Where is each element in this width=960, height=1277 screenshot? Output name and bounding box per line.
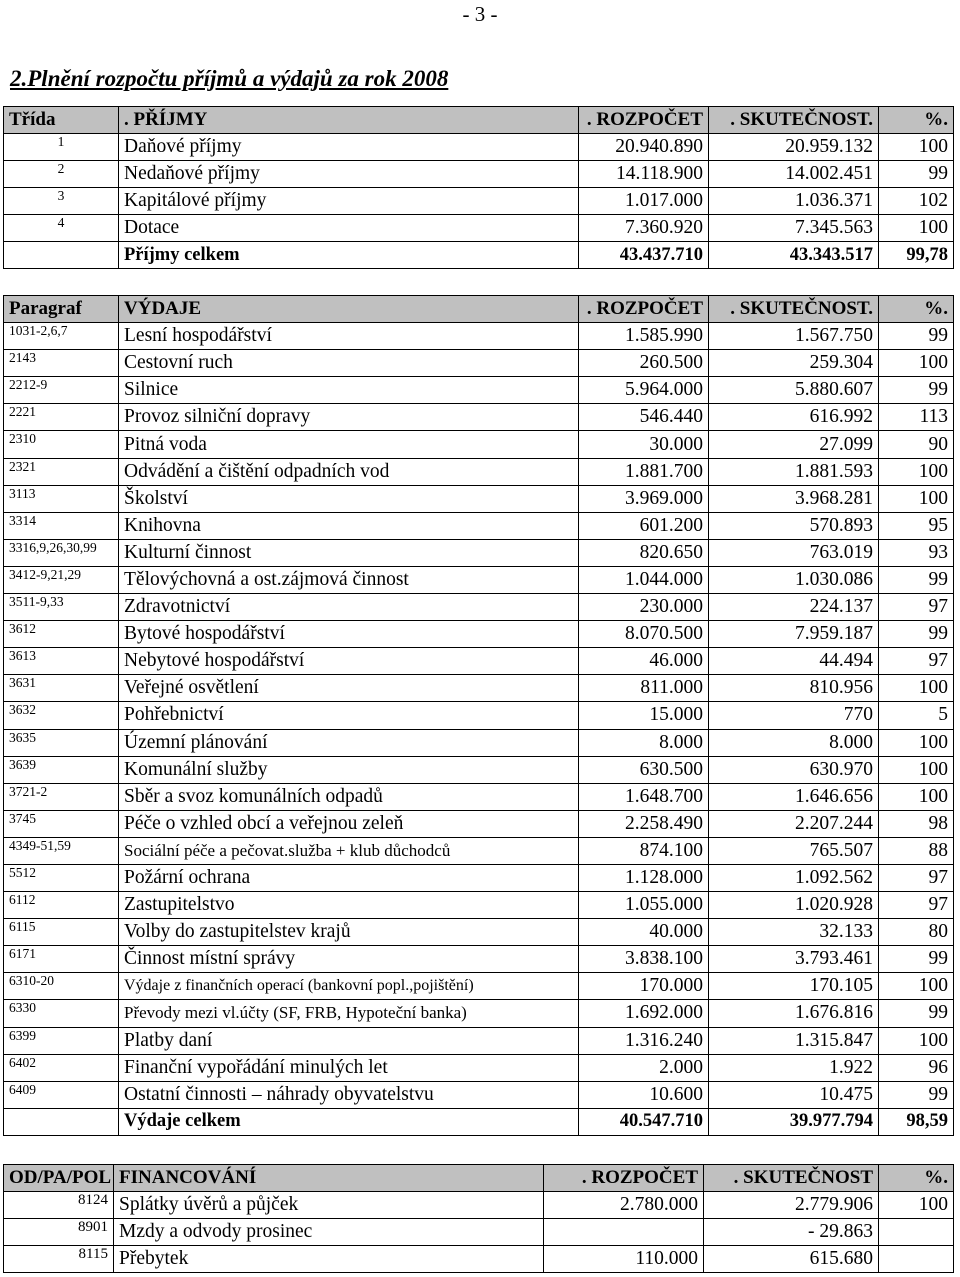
header-budget: . ROZPOČET (544, 1165, 704, 1192)
row-label: Nedaňové příjmy (119, 161, 579, 188)
row-percent: 97 (879, 892, 954, 919)
table-row (4, 783, 954, 810)
row-code: 6399 (4, 1027, 119, 1054)
header-label: VÝDAJE (119, 296, 579, 323)
row-code: 3412-9,21,29 (4, 566, 119, 593)
row-actual: - 29.863 (704, 1219, 879, 1246)
row-actual: 14.002.451 (709, 161, 879, 188)
row-budget: 8.070.500 (579, 621, 709, 648)
row-code: 2143 (4, 350, 119, 377)
row-percent: 90 (879, 431, 954, 458)
header-actual: . SKUTEČNOST. (709, 296, 879, 323)
row-code: 2321 (4, 458, 119, 485)
row-label: Sběr a svoz komunálních odpadů (119, 783, 579, 810)
row-label: Školství (119, 485, 579, 512)
row-actual: 1.922 (709, 1054, 879, 1081)
table-row (4, 810, 954, 837)
income-table (3, 106, 954, 269)
row-actual: 2.779.906 (704, 1192, 879, 1219)
table-row (4, 431, 954, 458)
total-code (4, 242, 119, 269)
row-label: Pohřebnictví (119, 702, 579, 729)
row-percent: 100 (879, 729, 954, 756)
row-label: Platby daní (119, 1027, 579, 1054)
row-budget: 1.055.000 (579, 892, 709, 919)
row-actual: 1.020.928 (709, 892, 879, 919)
row-percent: 100 (879, 350, 954, 377)
table-row (4, 756, 954, 783)
row-percent: 95 (879, 512, 954, 539)
row-label: Sociální péče a pečovat.služba + klub důchodců (119, 837, 579, 864)
row-code: 8901 (4, 1219, 114, 1246)
row-code: 6115 (4, 919, 119, 946)
row-code: 8115 (4, 1246, 114, 1273)
row-percent: 102 (879, 188, 954, 215)
row-budget: 46.000 (579, 648, 709, 675)
row-label: Lesní hospodářství (119, 323, 579, 350)
row-label: Dotace (119, 215, 579, 242)
table-row (4, 1192, 954, 1219)
total-percent: 98,59 (879, 1108, 954, 1135)
row-code: 2310 (4, 431, 119, 458)
row-percent: 100 (879, 1192, 954, 1219)
row-actual: 170.105 (709, 973, 879, 1000)
row-budget: 3.969.000 (579, 485, 709, 512)
row-actual: 570.893 (709, 512, 879, 539)
row-label: Pitná voda (119, 431, 579, 458)
row-code: 6171 (4, 946, 119, 973)
header-row (4, 107, 954, 134)
header-budget: . ROZPOČET (579, 296, 709, 323)
row-actual: 1.881.593 (709, 458, 879, 485)
row-code: 3612 (4, 621, 119, 648)
row-code: 6409 (4, 1081, 119, 1108)
row-budget: 2.258.490 (579, 810, 709, 837)
table-row (4, 215, 954, 242)
row-actual: 27.099 (709, 431, 879, 458)
row-code: 3631 (4, 675, 119, 702)
row-label: Silnice (119, 377, 579, 404)
row-label: Provoz silniční dopravy (119, 404, 579, 431)
row-actual: 3.968.281 (709, 485, 879, 512)
table-row (4, 919, 954, 946)
row-label: Přebytek (114, 1246, 544, 1273)
row-budget: 1.044.000 (579, 566, 709, 593)
row-budget: 20.940.890 (579, 134, 709, 161)
table-row (4, 1081, 954, 1108)
row-budget: 1.017.000 (579, 188, 709, 215)
total-label: Příjmy celkem (119, 242, 579, 269)
row-budget: 5.964.000 (579, 377, 709, 404)
page-number: - 3 - (462, 2, 498, 26)
row-budget: 170.000 (579, 973, 709, 1000)
table-row (4, 1246, 954, 1273)
table-row (4, 648, 954, 675)
row-label: Výdaje z finančních operací (bankovní popl.,pojištění) (119, 973, 579, 1000)
row-code: 2221 (4, 404, 119, 431)
expenses-table (3, 295, 954, 1136)
table-row (4, 702, 954, 729)
table-row (4, 1027, 954, 1054)
table-row (4, 1054, 954, 1081)
row-code: 2 (4, 161, 119, 188)
row-budget: 10.600 (579, 1081, 709, 1108)
table-row (4, 566, 954, 593)
row-actual: 224.137 (709, 594, 879, 621)
row-percent: 100 (879, 485, 954, 512)
row-code: 6112 (4, 892, 119, 919)
row-label: Požární ochrana (119, 864, 579, 891)
row-code: 5512 (4, 864, 119, 891)
header-label: . PŘÍJMY (119, 107, 579, 134)
row-budget: 2.780.000 (544, 1192, 704, 1219)
total-budget: 40.547.710 (579, 1108, 709, 1135)
header-code: Třída (4, 107, 119, 134)
row-actual: 10.475 (709, 1081, 879, 1108)
header-percent: %. (879, 107, 954, 134)
row-budget: 874.100 (579, 837, 709, 864)
row-percent: 113 (879, 404, 954, 431)
row-label: Činnost místní správy (119, 946, 579, 973)
row-code: 3613 (4, 648, 119, 675)
row-actual: 1.315.847 (709, 1027, 879, 1054)
row-actual: 1.567.750 (709, 323, 879, 350)
table-row (4, 892, 954, 919)
row-label: Kapitálové příjmy (119, 188, 579, 215)
row-percent: 100 (879, 215, 954, 242)
row-budget: 30.000 (579, 431, 709, 458)
row-percent: 97 (879, 648, 954, 675)
row-percent: 99 (879, 377, 954, 404)
table-row (4, 512, 954, 539)
row-budget: 40.000 (579, 919, 709, 946)
table-row (4, 973, 954, 1000)
financing-table (3, 1164, 954, 1273)
row-actual: 3.793.461 (709, 946, 879, 973)
row-actual: 616.992 (709, 404, 879, 431)
row-label: Splátky úvěrů a půjček (114, 1192, 544, 1219)
row-label: Odvádění a čištění odpadních vod (119, 458, 579, 485)
row-code: 3639 (4, 756, 119, 783)
row-code: 4 (4, 215, 119, 242)
row-code: 3 (4, 188, 119, 215)
row-percent: 100 (879, 756, 954, 783)
total-row (4, 1108, 954, 1135)
row-actual: 7.959.187 (709, 621, 879, 648)
row-actual: 32.133 (709, 919, 879, 946)
row-percent: 99 (879, 323, 954, 350)
row-code: 3113 (4, 485, 119, 512)
row-actual: 615.680 (704, 1246, 879, 1273)
row-code: 8124 (4, 1192, 114, 1219)
row-code: 3721-2 (4, 783, 119, 810)
row-budget: 2.000 (579, 1054, 709, 1081)
row-budget: 110.000 (544, 1246, 704, 1273)
table-row (4, 621, 954, 648)
row-actual: 259.304 (709, 350, 879, 377)
row-percent: 99 (879, 621, 954, 648)
row-label: Komunální služby (119, 756, 579, 783)
row-percent: 99 (879, 566, 954, 593)
row-budget: 15.000 (579, 702, 709, 729)
table-row (4, 161, 954, 188)
row-budget: 8.000 (579, 729, 709, 756)
row-label: Daňové příjmy (119, 134, 579, 161)
table-row (4, 404, 954, 431)
row-code: 2212-9 (4, 377, 119, 404)
table-row (4, 188, 954, 215)
row-code: 3316,9,26,30,99 (4, 539, 119, 566)
row-budget: 7.360.920 (579, 215, 709, 242)
row-code: 6402 (4, 1054, 119, 1081)
row-actual: 7.345.563 (709, 215, 879, 242)
row-percent: 99 (879, 946, 954, 973)
table-row (4, 675, 954, 702)
row-actual: 1.646.656 (709, 783, 879, 810)
row-label: Kulturní činnost (119, 539, 579, 566)
header-label: FINANCOVÁNÍ (114, 1165, 544, 1192)
row-label: Tělovýchovná a ost.zájmová činnost (119, 566, 579, 593)
row-percent: 100 (879, 675, 954, 702)
total-actual: 39.977.794 (709, 1108, 879, 1135)
row-budget: 1.648.700 (579, 783, 709, 810)
row-budget: 230.000 (579, 594, 709, 621)
row-label: Územní plánování (119, 729, 579, 756)
row-label: Veřejné osvětlení (119, 675, 579, 702)
row-budget: 14.118.900 (579, 161, 709, 188)
row-label: Převody mezi vl.účty (SF, FRB, Hypoteční banka) (119, 1000, 579, 1027)
row-percent: 100 (879, 1027, 954, 1054)
row-code: 4349-51,59 (4, 837, 119, 864)
row-budget: 1.128.000 (579, 864, 709, 891)
row-label: Péče o vzhled obcí a veřejnou zeleň (119, 810, 579, 837)
row-label: Zastupitelstvo (119, 892, 579, 919)
header-budget: . ROZPOČET (579, 107, 709, 134)
row-percent: 88 (879, 837, 954, 864)
row-label: Zdravotnictví (119, 594, 579, 621)
row-actual: 5.880.607 (709, 377, 879, 404)
row-actual: 8.000 (709, 729, 879, 756)
row-code: 3745 (4, 810, 119, 837)
header-row (4, 1165, 954, 1192)
total-label: Výdaje celkem (119, 1108, 579, 1135)
row-budget (544, 1219, 704, 1246)
table-row (4, 350, 954, 377)
table-row (4, 594, 954, 621)
row-percent (879, 1246, 954, 1273)
row-percent: 97 (879, 594, 954, 621)
section-title: 2.Plnění rozpočtu příjmů a výdajů za rok 2008 (10, 66, 449, 91)
row-actual: 2.207.244 (709, 810, 879, 837)
row-actual: 44.494 (709, 648, 879, 675)
row-percent: 5 (879, 702, 954, 729)
row-actual: 20.959.132 (709, 134, 879, 161)
row-actual: 1.036.371 (709, 188, 879, 215)
row-percent: 100 (879, 134, 954, 161)
row-percent: 97 (879, 864, 954, 891)
row-percent: 80 (879, 919, 954, 946)
table-row (4, 1000, 954, 1027)
row-label: Bytové hospodářství (119, 621, 579, 648)
row-code: 3635 (4, 729, 119, 756)
total-percent: 99,78 (879, 242, 954, 269)
row-label: Finanční vypořádání minulých let (119, 1054, 579, 1081)
row-percent: 99 (879, 161, 954, 188)
row-percent: 96 (879, 1054, 954, 1081)
row-percent: 98 (879, 810, 954, 837)
row-budget: 820.650 (579, 539, 709, 566)
row-budget: 1.316.240 (579, 1027, 709, 1054)
header-percent: %. (879, 1165, 954, 1192)
row-code: 1031-2,6,7 (4, 323, 119, 350)
row-budget: 601.200 (579, 512, 709, 539)
row-percent: 100 (879, 973, 954, 1000)
row-budget: 1.692.000 (579, 1000, 709, 1027)
header-actual: . SKUTEČNOST. (709, 107, 879, 134)
header-actual: . SKUTEČNOST (704, 1165, 879, 1192)
row-budget: 630.500 (579, 756, 709, 783)
row-budget: 811.000 (579, 675, 709, 702)
row-actual: 1.092.562 (709, 864, 879, 891)
row-label: Knihovna (119, 512, 579, 539)
row-percent: 93 (879, 539, 954, 566)
row-percent (879, 1219, 954, 1246)
row-percent: 100 (879, 458, 954, 485)
row-code: 3314 (4, 512, 119, 539)
row-code: 6310-20 (4, 973, 119, 1000)
table-row (4, 729, 954, 756)
row-label: Cestovní ruch (119, 350, 579, 377)
total-code (4, 1108, 119, 1135)
header-code: OD/PA/POL (4, 1165, 114, 1192)
header-percent: %. (879, 296, 954, 323)
table-row (4, 485, 954, 512)
total-budget: 43.437.710 (579, 242, 709, 269)
row-budget: 546.440 (579, 404, 709, 431)
row-actual: 763.019 (709, 539, 879, 566)
total-actual: 43.343.517 (709, 242, 879, 269)
row-label: Ostatní činnosti – náhrady obyvatelstvu (119, 1081, 579, 1108)
table-row (4, 134, 954, 161)
row-budget: 260.500 (579, 350, 709, 377)
row-code: 1 (4, 134, 119, 161)
row-budget: 1.585.990 (579, 323, 709, 350)
row-actual: 810.956 (709, 675, 879, 702)
row-code: 6330 (4, 1000, 119, 1027)
row-percent: 99 (879, 1000, 954, 1027)
row-label: Mzdy a odvody prosinec (114, 1219, 544, 1246)
table-row (4, 539, 954, 566)
row-code: 3511-9,33 (4, 594, 119, 621)
table-row (4, 458, 954, 485)
header-row (4, 296, 954, 323)
row-actual: 1.676.816 (709, 1000, 879, 1027)
row-label: Volby do zastupitelstev krajů (119, 919, 579, 946)
table-row (4, 946, 954, 973)
row-budget: 1.881.700 (579, 458, 709, 485)
table-row (4, 837, 954, 864)
row-actual: 630.970 (709, 756, 879, 783)
header-code: Paragraf (4, 296, 119, 323)
row-percent: 99 (879, 1081, 954, 1108)
table-row (4, 864, 954, 891)
row-percent: 100 (879, 783, 954, 810)
table-row (4, 1219, 954, 1246)
row-actual: 770 (709, 702, 879, 729)
table-row (4, 323, 954, 350)
row-code: 3632 (4, 702, 119, 729)
table-row (4, 377, 954, 404)
row-actual: 1.030.086 (709, 566, 879, 593)
total-row (4, 242, 954, 269)
row-label: Nebytové hospodářství (119, 648, 579, 675)
row-budget: 3.838.100 (579, 946, 709, 973)
row-actual: 765.507 (709, 837, 879, 864)
